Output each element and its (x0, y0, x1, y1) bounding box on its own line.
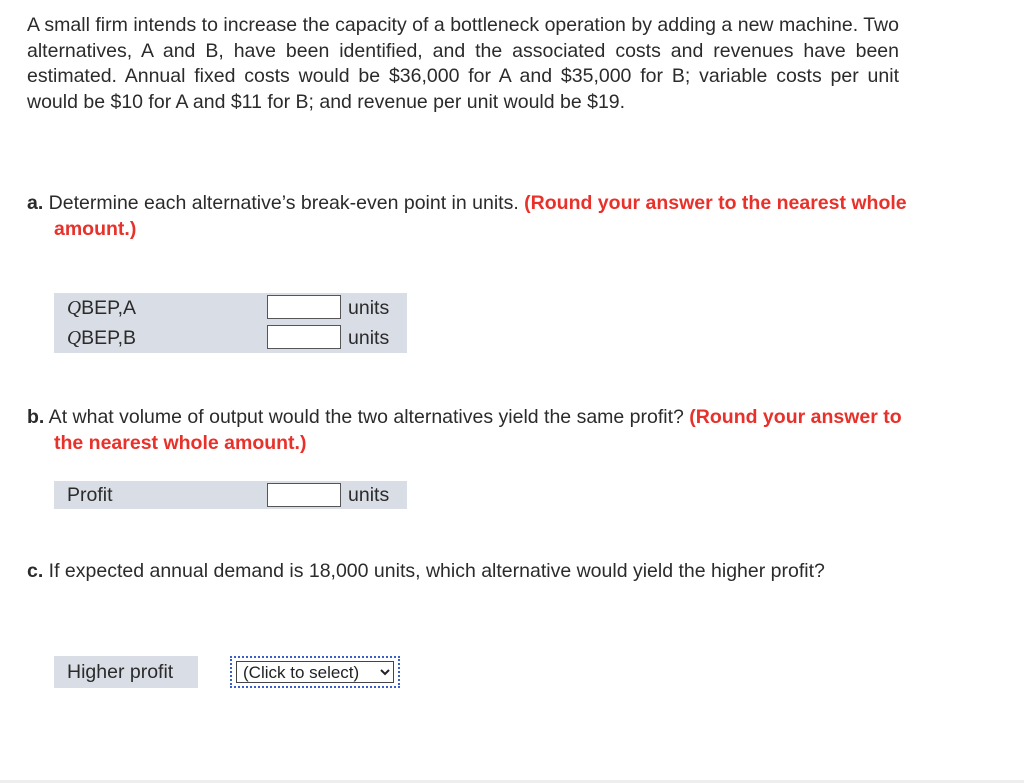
q-symbol: Q (67, 328, 82, 349)
higher-profit-select-wrapper (230, 656, 400, 688)
profit-input[interactable] (267, 483, 341, 507)
q-symbol: Q (67, 298, 82, 319)
question-b-text: At what volume of output would the two alternatives yield the same profit? (44, 406, 690, 428)
qbep-b-input[interactable] (267, 325, 341, 349)
question-c-letter: c. (27, 560, 44, 582)
question-b (27, 404, 914, 456)
question-a-letter: a. (27, 192, 44, 214)
question-c-text: If expected annual demand is 18,000 units, which alternative would yield the higher profit? (43, 560, 825, 582)
qbep-a-label (54, 293, 244, 323)
profit-label: Profit (54, 481, 244, 509)
question-a-text: Determine each alternative’s break-even point in units. (43, 192, 525, 214)
problem-statement: A small firm intends to increase the capacity of a bottleneck operation by adding a new machine. Two alternatives, A and B, have been identified, and the associated costs and revenues have been estimated. Annual fixed costs would be $36,000 for A and $35,000 for B; variable costs per unit would be $10 for A and $11 for B; and revenue per unit would be $19. (27, 14, 899, 113)
question-a (27, 190, 914, 242)
qbep-b-subscript: BEP,B (81, 327, 137, 349)
label-gap (244, 481, 266, 509)
question-b-letter: b. (27, 406, 45, 428)
higher-profit-select[interactable] (236, 661, 394, 683)
qbep-b-label (54, 323, 244, 353)
profit-unit: units (342, 481, 407, 509)
question-c (27, 558, 914, 584)
qbep-a-subscript: BEP,A (81, 297, 137, 319)
higher-profit-label: Higher profit (54, 656, 198, 688)
qbep-a-input[interactable] (267, 295, 341, 319)
qbep-a-unit: units (342, 293, 407, 323)
label-gap (244, 293, 266, 323)
question-a-hint: (Round your answer to the nearest whole amount.) (54, 192, 907, 240)
question-b-hint: (Round your answer to the nearest whole amount.) (54, 406, 902, 454)
qbep-b-unit: units (342, 323, 407, 353)
label-gap (244, 323, 266, 353)
